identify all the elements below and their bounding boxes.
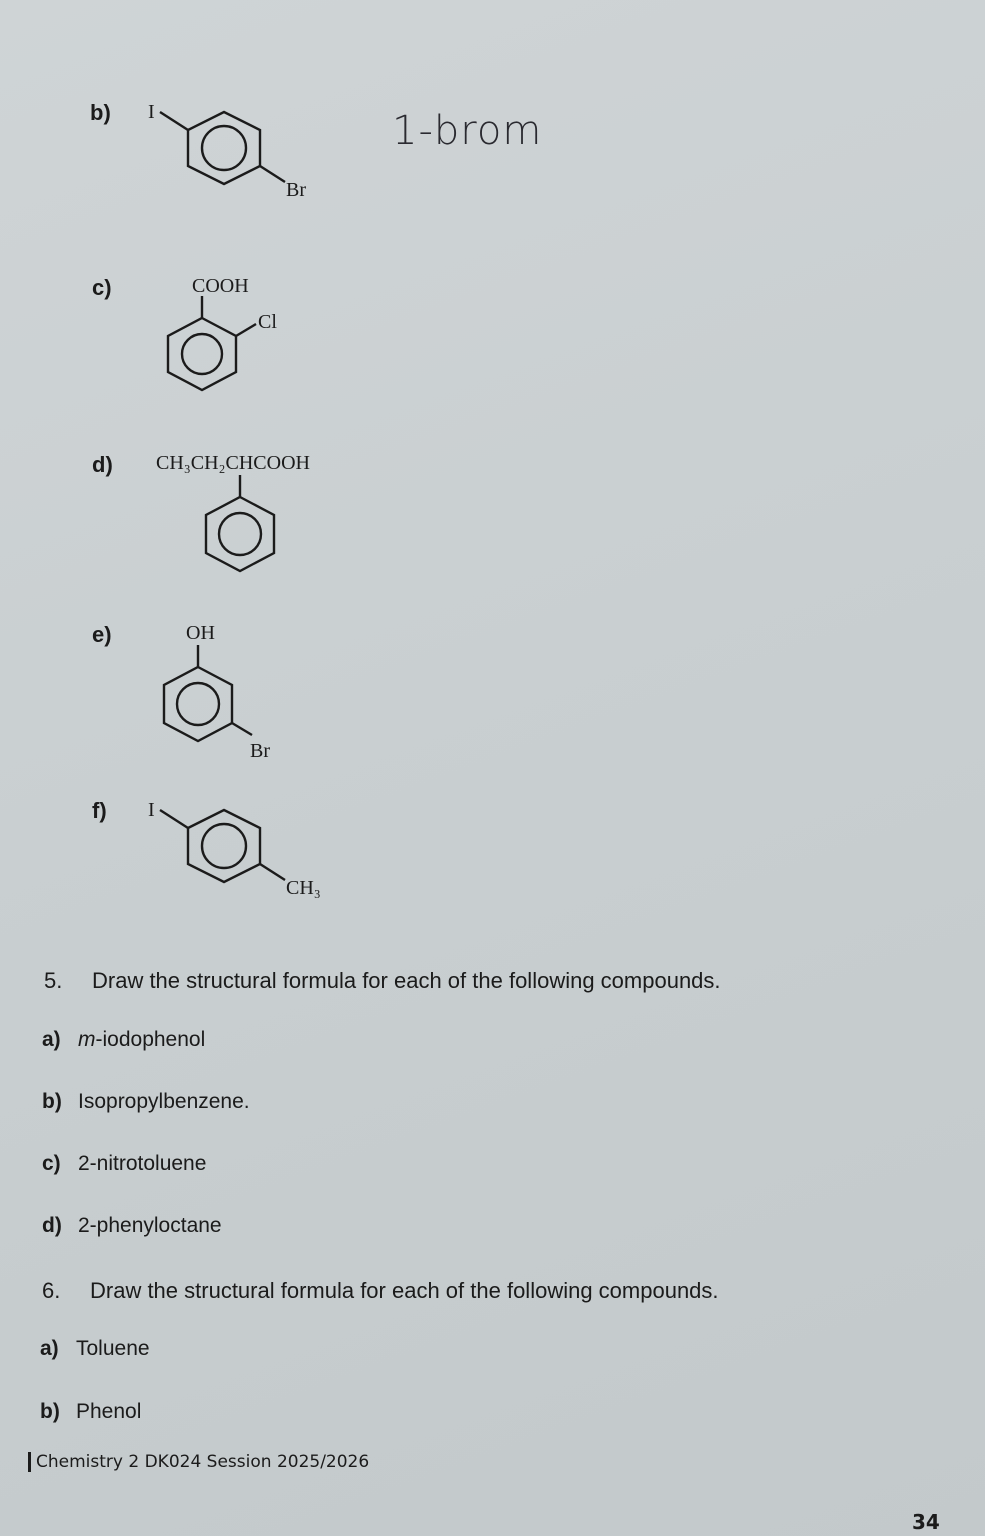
page-number: 34 (912, 1510, 940, 1534)
q5-item-d-text: 2-phenyloctane (78, 1214, 222, 1237)
q5-item-b (42, 1090, 250, 1114)
question-5 (44, 968, 721, 994)
substituent-iodo: I (148, 101, 155, 123)
benzene-ring (188, 810, 260, 882)
benzene-ring (188, 112, 260, 184)
q6-item-a (40, 1337, 150, 1361)
structure-label-e: e) (92, 622, 112, 647)
q5-item-c (42, 1152, 206, 1176)
substituent-chloro: Cl (258, 311, 277, 333)
structure-e-diagram (150, 615, 310, 765)
q5-item-a-prefix: m (78, 1028, 96, 1051)
question-6 (42, 1278, 719, 1304)
structure-label-c: c) (92, 275, 112, 300)
benzene-ring (206, 497, 274, 571)
footer-divider (28, 1452, 31, 1472)
handwritten-answer: 1-brom (392, 108, 543, 154)
benzene-ring (168, 318, 236, 390)
q5-item-d (42, 1214, 222, 1238)
structure-c-diagram (150, 268, 310, 408)
q6-item-a-label: a) (40, 1337, 59, 1360)
q5-item-b-text: Isopropylbenzene. (78, 1090, 250, 1113)
benzene-ring (164, 667, 232, 741)
question-6-text: Draw the structural formula for each of the following compounds. (90, 1278, 719, 1303)
q5-item-a-text: -iodophenol (95, 1028, 206, 1051)
substituent-iodo: I (148, 799, 155, 821)
structure-label-f: f) (92, 798, 107, 823)
substituent-methyl: CH₃ (286, 877, 321, 899)
footer-text: Chemistry 2 DK024 Session 2025/2026 (36, 1452, 370, 1472)
q5-item-d-label: d) (42, 1214, 62, 1237)
q6-item-b (40, 1400, 141, 1424)
q6-item-b-text: Phenol (76, 1400, 142, 1423)
substituent-bromo: Br (286, 179, 306, 201)
structure-label-b: b) (90, 100, 111, 125)
substituent-hydroxyl: OH (186, 622, 215, 644)
question-5-text: Draw the structural formula for each of the following compounds. (92, 968, 721, 993)
q6-item-b-label: b) (40, 1400, 60, 1423)
structure-f-diagram (130, 788, 350, 908)
structure-b-diagram (130, 90, 350, 210)
q5-item-c-label: c) (42, 1152, 61, 1175)
q6-item-a-text: Toluene (76, 1337, 150, 1360)
q5-item-b-label: b) (42, 1090, 62, 1113)
q5-item-c-text: 2-nitrotoluene (78, 1152, 207, 1175)
question-6-number: 6. (42, 1278, 61, 1303)
side-chain: CH₃CH₂CHCOOH (156, 452, 310, 474)
structure-d-diagram (150, 445, 350, 585)
substituent-bromo: Br (250, 740, 270, 762)
structure-label-d: d) (92, 452, 113, 477)
substituent-cooh: COOH (192, 275, 249, 297)
q5-item-a-label: a) (42, 1028, 61, 1051)
question-5-number: 5. (44, 968, 63, 993)
q5-item-a (42, 1028, 205, 1052)
